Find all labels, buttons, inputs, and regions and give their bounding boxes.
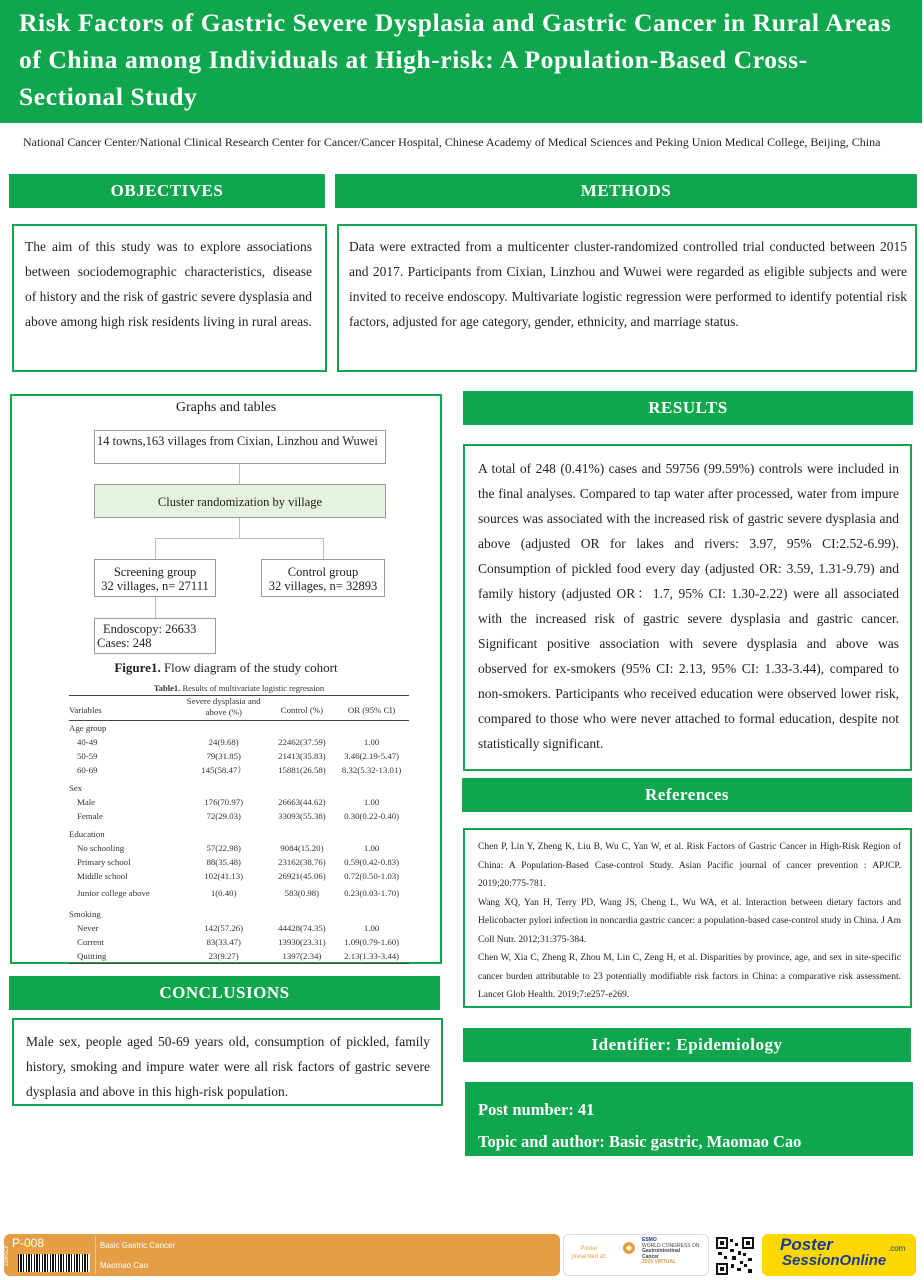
control-cell: 15881(26.58) bbox=[278, 765, 326, 775]
or-cell: 0.72(0.50-1.03) bbox=[344, 871, 400, 881]
references-heading: References bbox=[462, 778, 912, 812]
control-cell: 26663(44.62) bbox=[278, 797, 326, 807]
table-row bbox=[69, 809, 409, 823]
flow-connector bbox=[323, 538, 324, 559]
control-cell: 21413(35.83) bbox=[278, 751, 326, 761]
results-box bbox=[463, 444, 912, 771]
esmo-line: ESMO bbox=[642, 1237, 657, 1243]
references-box bbox=[463, 828, 912, 1008]
conclusions-text: Male sex, people aged 50-69 years old, consumption of pickled, family history, smoking and impure water were all risk factors of gastric severe dysplasia and above in this high-risk population. bbox=[26, 1034, 430, 1099]
flow-connector bbox=[239, 464, 240, 484]
objectives-heading: OBJECTIVES bbox=[9, 174, 325, 208]
cases-cell: 23(9.27) bbox=[208, 951, 239, 961]
post-number: Post number: 41 bbox=[478, 1100, 595, 1119]
conclusions-heading: CONCLUSIONS bbox=[9, 976, 440, 1010]
endoscopy-count: Endoscopy: 26633 bbox=[103, 622, 197, 636]
table-row bbox=[69, 763, 409, 777]
cases-cell: 142(57.26) bbox=[204, 923, 244, 933]
footer-divider bbox=[95, 1236, 96, 1274]
references-list bbox=[478, 838, 901, 1005]
or-cell: 1.00 bbox=[363, 797, 380, 807]
group-label: Sex bbox=[69, 783, 83, 793]
objectives-box bbox=[12, 224, 327, 372]
reference-item: Wang XQ, Yan H, Terry PD, Wang JS, Cheng L, Wu WA, et al. Interaction between dietary factors and Helicobacter pylori infection in noncardia gastric cancer: a population-based case-control study in China. J Am Coll Nutr. 2012;31:375-384. bbox=[478, 897, 901, 945]
cases-cell: 88(35.48) bbox=[206, 857, 241, 867]
conclusions-box bbox=[12, 1018, 443, 1106]
or-cell: 0.23(0.03-1.70) bbox=[344, 888, 400, 898]
cases-cell: 72(29.03) bbox=[206, 811, 241, 821]
control-cell: 33093(55.38) bbox=[278, 811, 326, 821]
cases-cell: 176(70.97) bbox=[204, 797, 244, 807]
footer-side-code: 21WGCP bbox=[4, 1244, 10, 1266]
row-label: Current bbox=[77, 937, 104, 947]
or-cell: 1.00 bbox=[363, 737, 380, 747]
topic-author: Topic and author: Basic gastric, Maomao Cao bbox=[478, 1132, 802, 1151]
row-label: 40-49 bbox=[77, 737, 98, 747]
screening-count: 32 villages, n= 27111 bbox=[101, 579, 209, 593]
table-row bbox=[69, 869, 409, 883]
group-label: Age group bbox=[69, 723, 107, 733]
table-caption-text: Results of multivariate logistic regression bbox=[180, 683, 325, 693]
row-label: Junior college above bbox=[77, 888, 150, 898]
col-header-control: Control (%) bbox=[280, 705, 324, 715]
control-cell: 583(0.98) bbox=[284, 888, 320, 898]
flow-box-control bbox=[261, 559, 385, 597]
presented-at-label: Poster presented at: bbox=[571, 1246, 607, 1260]
cases-cell: 145(58.47） bbox=[201, 765, 247, 775]
flow-connector bbox=[155, 538, 156, 559]
or-cell: 3.46(2.19-5.47) bbox=[344, 751, 400, 761]
figure-caption-label: Figure1. bbox=[114, 660, 161, 675]
or-cell: 1.00 bbox=[363, 843, 380, 853]
row-label: Primary school bbox=[77, 857, 131, 867]
flow-box-endoscopy bbox=[94, 618, 216, 654]
table-row bbox=[69, 855, 409, 869]
group-label: Smoking bbox=[69, 909, 101, 919]
table-group-row bbox=[69, 903, 409, 921]
table-row bbox=[69, 949, 409, 964]
or-cell: 1.09(0.79-1.60) bbox=[344, 937, 400, 947]
poster-title: Risk Factors of Gastric Severe Dysplasia and Gastric Cancer in Rural Areas of China among Individuals at High-risk: A Population-Based Cross-Sectional Study bbox=[0, 0, 922, 123]
col-header-cases: Severe dysplasia and above (%) bbox=[186, 696, 261, 717]
screening-label: Screening group bbox=[113, 565, 197, 579]
control-cell: 13930(23.31) bbox=[278, 937, 326, 947]
row-label: Male bbox=[77, 797, 96, 807]
flow-box-towns: 14 towns,163 villages from Cixian, Linzhou and Wuwei bbox=[94, 430, 386, 464]
control-cell: 9084(15.20) bbox=[280, 843, 324, 853]
or-cell: 8.32(5.32-13.01) bbox=[341, 765, 402, 775]
table-caption bbox=[69, 682, 409, 695]
cases-cell: 24(9.68) bbox=[208, 737, 239, 747]
row-label: Female bbox=[77, 811, 103, 821]
table-group-row bbox=[69, 777, 409, 795]
results-table bbox=[69, 682, 409, 964]
control-cell: 1397(2.34) bbox=[282, 951, 322, 961]
logo-session-text: SessionOnline bbox=[782, 1252, 887, 1269]
cases-cell: 1(0.40) bbox=[210, 888, 237, 898]
figure-caption-text: Flow diagram of the study cohort bbox=[160, 660, 338, 675]
objectives-text: The aim of this study was to explore associations between sociodemographic characteristics, disease of history and the risk of gastric severe dysplasia and above among high risk residents living in rural areas. bbox=[25, 239, 312, 329]
table-group-row bbox=[69, 721, 409, 736]
group-label: Education bbox=[69, 829, 105, 839]
flow-connector bbox=[155, 596, 156, 618]
esmo-line: Gastrointestinal bbox=[642, 1248, 681, 1254]
row-label: No schooling bbox=[77, 843, 125, 853]
postersessiononline-logo[interactable] bbox=[762, 1234, 916, 1276]
or-cell: 0.59(0.42-0.83) bbox=[344, 857, 400, 867]
qr-code-icon[interactable] bbox=[716, 1237, 754, 1275]
esmo-text bbox=[642, 1238, 708, 1266]
row-label: 50-59 bbox=[77, 751, 98, 761]
results-heading: RESULTS bbox=[463, 391, 913, 425]
endoscopy-cases: Cases: 248 bbox=[97, 636, 152, 650]
row-label: Quitting bbox=[77, 951, 107, 961]
esmo-line: Cancer bbox=[642, 1253, 659, 1260]
control-count: 32 villages, n= 32893 bbox=[268, 579, 378, 593]
esmo-logo-icon bbox=[622, 1241, 636, 1255]
or-cell: 0.30(0.22-0.40) bbox=[344, 811, 400, 821]
figure-caption bbox=[10, 660, 442, 676]
table-row bbox=[69, 935, 409, 949]
logo-com-text: .com bbox=[888, 1244, 906, 1253]
control-cell: 44428(74.35) bbox=[278, 923, 326, 933]
table-row bbox=[69, 841, 409, 855]
barcode-icon bbox=[18, 1254, 90, 1272]
footer-poster-code: P-008 bbox=[12, 1236, 45, 1250]
table-row bbox=[69, 921, 409, 935]
cases-cell: 79(31.85) bbox=[206, 751, 241, 761]
table-row bbox=[69, 735, 409, 749]
methods-text: Data were extracted from a multicenter cluster-randomized controlled trial conducted between 2015 and 2017. Participants from Cixian, Linzhou and Wuwei were regarded as eligible subjects and were invited to receive endoscopy. Multivariate logistic regression were performed to identify potential risk factors, adjusted for age category, gender, ethnicity, and marriage status. bbox=[349, 239, 907, 329]
col-header-variables: Variables bbox=[69, 705, 102, 715]
table-row bbox=[69, 883, 409, 903]
post-info-box bbox=[465, 1082, 913, 1156]
flow-box-screening bbox=[94, 559, 216, 597]
table-group-row bbox=[69, 823, 409, 841]
footer-category: Basic Gastric Cancer bbox=[100, 1241, 176, 1250]
esmo-line: 2020 VIRTUAL bbox=[642, 1259, 677, 1265]
cases-cell: 57(22.98) bbox=[206, 843, 241, 853]
table-row bbox=[69, 749, 409, 763]
flow-box-randomization: Cluster randomization by village bbox=[94, 484, 386, 518]
cases-cell: 83(33.47) bbox=[206, 937, 241, 947]
methods-heading: METHODS bbox=[335, 174, 917, 208]
control-cell: 22462(37.59) bbox=[278, 737, 326, 747]
affiliation: National Cancer Center/National Clinical Research Center for Cancer/Cancer Hospital, Chinese Academy of Medical Sciences and Peking Union Medical College, Beijing, China bbox=[23, 135, 881, 149]
methods-box bbox=[337, 224, 917, 372]
table-row bbox=[69, 795, 409, 809]
reference-item: Chen P, Lin Y, Zheng K, Liu B, Wu C, Yan W, et al. Risk Factors of Gastric Cancer in High-Risk Region of China: A Population-Based Case-control Study. Asian Pacific journal of cancer prevention : APJCP. 2019;20:775-781. bbox=[478, 842, 901, 889]
or-cell: 2.13(1.33-3.44) bbox=[344, 951, 400, 961]
flow-connector bbox=[155, 538, 324, 539]
graphs-heading: Graphs and tables bbox=[175, 400, 277, 415]
row-label: Never bbox=[77, 923, 99, 933]
col-header-or: OR (95% CI) bbox=[347, 705, 396, 715]
control-cell: 26921(45.06) bbox=[278, 871, 326, 881]
esmo-line: WORLD CONGRESS ON bbox=[642, 1242, 700, 1249]
control-cell: 23162(38.76) bbox=[278, 857, 326, 867]
row-label: Middle school bbox=[77, 871, 128, 881]
identifier-banner: Identifier: Epidemiology bbox=[463, 1028, 911, 1062]
table-caption-label: Table1. bbox=[153, 683, 181, 693]
control-label: Control group bbox=[287, 565, 359, 579]
row-label: 60-69 bbox=[77, 765, 98, 775]
flow-connector bbox=[239, 518, 240, 538]
reference-item: Chen W, Xia C, Zheng R, Zhou M, Lin C, Zeng H, et al. Disparities by province, age, and sex in site-specific cancer burden attributable to 23 potentially modifiable risk factors in China: a comparative risk assessment. Lancet Glob Health. 2019;7:e257-e269. bbox=[478, 953, 901, 1000]
footer-author: Maomao Cao bbox=[100, 1261, 149, 1270]
cases-cell: 102(41.13) bbox=[204, 871, 244, 881]
results-text: A total of 248 (0.41%) cases and 59756 (99.59%) controls were included in the final analyses. Compared to tap water after processed, water from impure sources was associated with the increased risk of gastric severe dysplasia and above (adjusted OR for lakes and rivers: 3.97, 95% CI:2.52-6.99). Consumption of pickled food every day (adjusted OR: 3.59, 1.31-9.79) and family history (adjusted OR：1.7, 95% CI: 1.30-2.22) were all associated with the increased risk of gastric severe dysplasia and gastric cancer. Significant positive association with severe dysplasia and above was observed for ex-smokers (95% CI: 2.13, 95% CI: 1.33-3.44), compared to non-smokers. Participants who received education were observed lower risk, compared to those who were never attached to formal education, despite not statistically significant. bbox=[478, 461, 899, 751]
or-cell: 1.00 bbox=[363, 923, 380, 933]
esmo-badge bbox=[563, 1234, 709, 1276]
logo-poster-text: Poster bbox=[780, 1235, 833, 1254]
regression-table bbox=[69, 695, 409, 964]
